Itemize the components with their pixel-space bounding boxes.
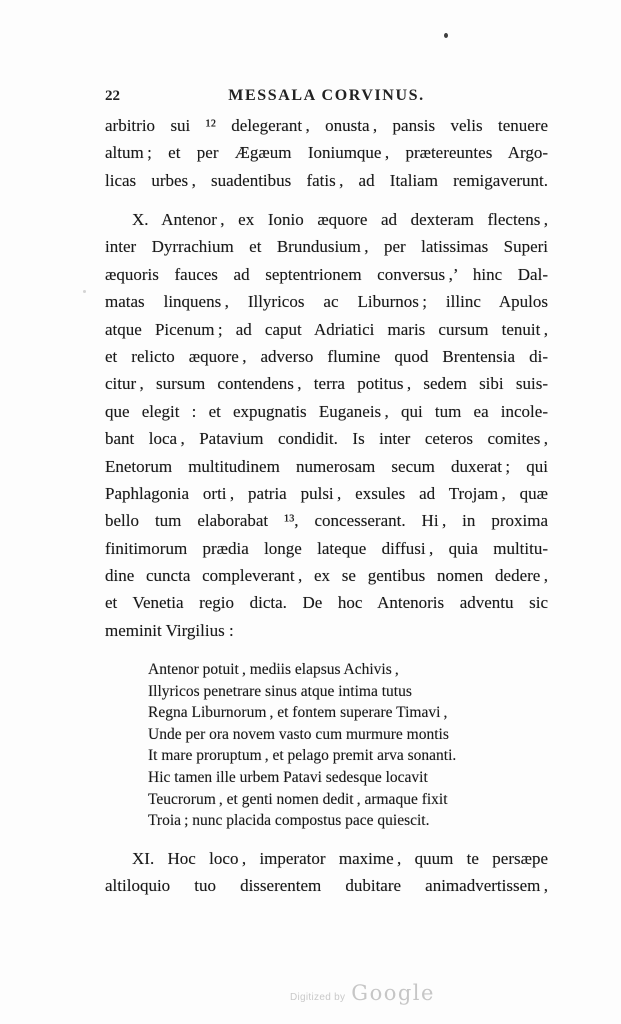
text-line: dine cuncta compleverant , ex se gentibus nomen dedere , xyxy=(105,566,548,586)
ink-speck xyxy=(444,33,448,38)
text-line: bant loca , Patavium condidit. Is inter ceteros comites , xyxy=(105,429,548,449)
running-title: MESSALA CORVINUS. xyxy=(228,87,425,104)
text-line: atque Picenum ; ad caput Adriatici maris cursum tenuit , xyxy=(105,319,548,339)
text-line: altiloquio tuo disserentem dubitare animadvertissem , xyxy=(105,876,548,896)
verse-line: It mare proruptum , et pelago premit arva sonanti. xyxy=(148,747,457,765)
verse-line: Troia ; nunc placida compostus pace quiescit. xyxy=(148,812,430,830)
text-line: que elegit : et expugnatis Euganeis , qui tum ea incole- xyxy=(105,401,548,421)
paragraph-intro xyxy=(105,112,548,194)
verse-line: Illyricos penetrare sinus atque intima tutus xyxy=(148,682,412,700)
verse-quotation xyxy=(148,659,508,832)
paragraph-xi xyxy=(105,845,548,900)
text-line: inter Dyrrachium et Brundusium , per latissimas Superi xyxy=(105,237,548,257)
text-line: Paphlagonia orti , patria pulsi , exsules ad Trojam , quæ xyxy=(105,483,548,503)
digitized-by-label: Digitized by xyxy=(290,992,346,1003)
page-number: 22 xyxy=(105,88,120,104)
text-line: bello tum elaborabat ¹³, concesserant. Hi , in proxima xyxy=(105,511,548,531)
text-line: Enetorum multitudinem numerosam secum duxerat ; qui xyxy=(105,456,548,476)
text-line: et relicto æquore , adverso flumine quod Brentensia di- xyxy=(105,346,548,366)
google-watermark xyxy=(290,981,435,1005)
text-line: meminit Virgilius : xyxy=(105,620,234,640)
text-line: æquoris fauces ad septentrionem conversus ,’ hinc Dal- xyxy=(105,264,548,284)
verse-line: Hic tamen ille urbem Patavi sedesque locavit xyxy=(148,768,428,786)
verse-line: Teucrorum , et genti nomen dedit , armaque fixit xyxy=(148,790,448,808)
verse-line: Antenor potuit , mediis elapsus Achivis , xyxy=(148,661,399,678)
text-line: et Venetia regio dicta. De hoc Antenoris adventu sic xyxy=(105,593,548,613)
text-line: licas urbes , suadentibus fatis , ad Italiam remigaverunt. xyxy=(105,170,548,190)
text-line: citur , sursum contendens , terra potitus , sedem sibi suis- xyxy=(105,374,548,394)
ink-speck xyxy=(83,290,86,293)
text-line: arbitrio sui ¹² delegerant , onusta , pansis velis tenuere xyxy=(105,116,548,135)
google-logo: Google xyxy=(351,981,435,1005)
verse-line: Unde per ora novem vasto cum murmure montis xyxy=(148,725,449,743)
text-line: XI. Hoc loco , imperator maxime , quum te persæpe xyxy=(132,849,548,868)
text-line: altum ; et per Ægæum Ioniumque , prætereuntes Argo- xyxy=(105,143,548,163)
text-line: X. Antenor , ex Ionio æquore ad dexteram flectens , xyxy=(132,210,548,229)
verse-line: Regna Liburnorum , et fontem superare Timavi , xyxy=(148,704,448,722)
paragraph-x xyxy=(105,206,548,644)
text-line: finitimorum prædia longe lateque diffusi , quia multitu- xyxy=(105,538,548,558)
page-header xyxy=(105,87,548,105)
text-line: matas linquens , Illyricos ac Liburnos ; illinc Apulos xyxy=(105,292,548,312)
